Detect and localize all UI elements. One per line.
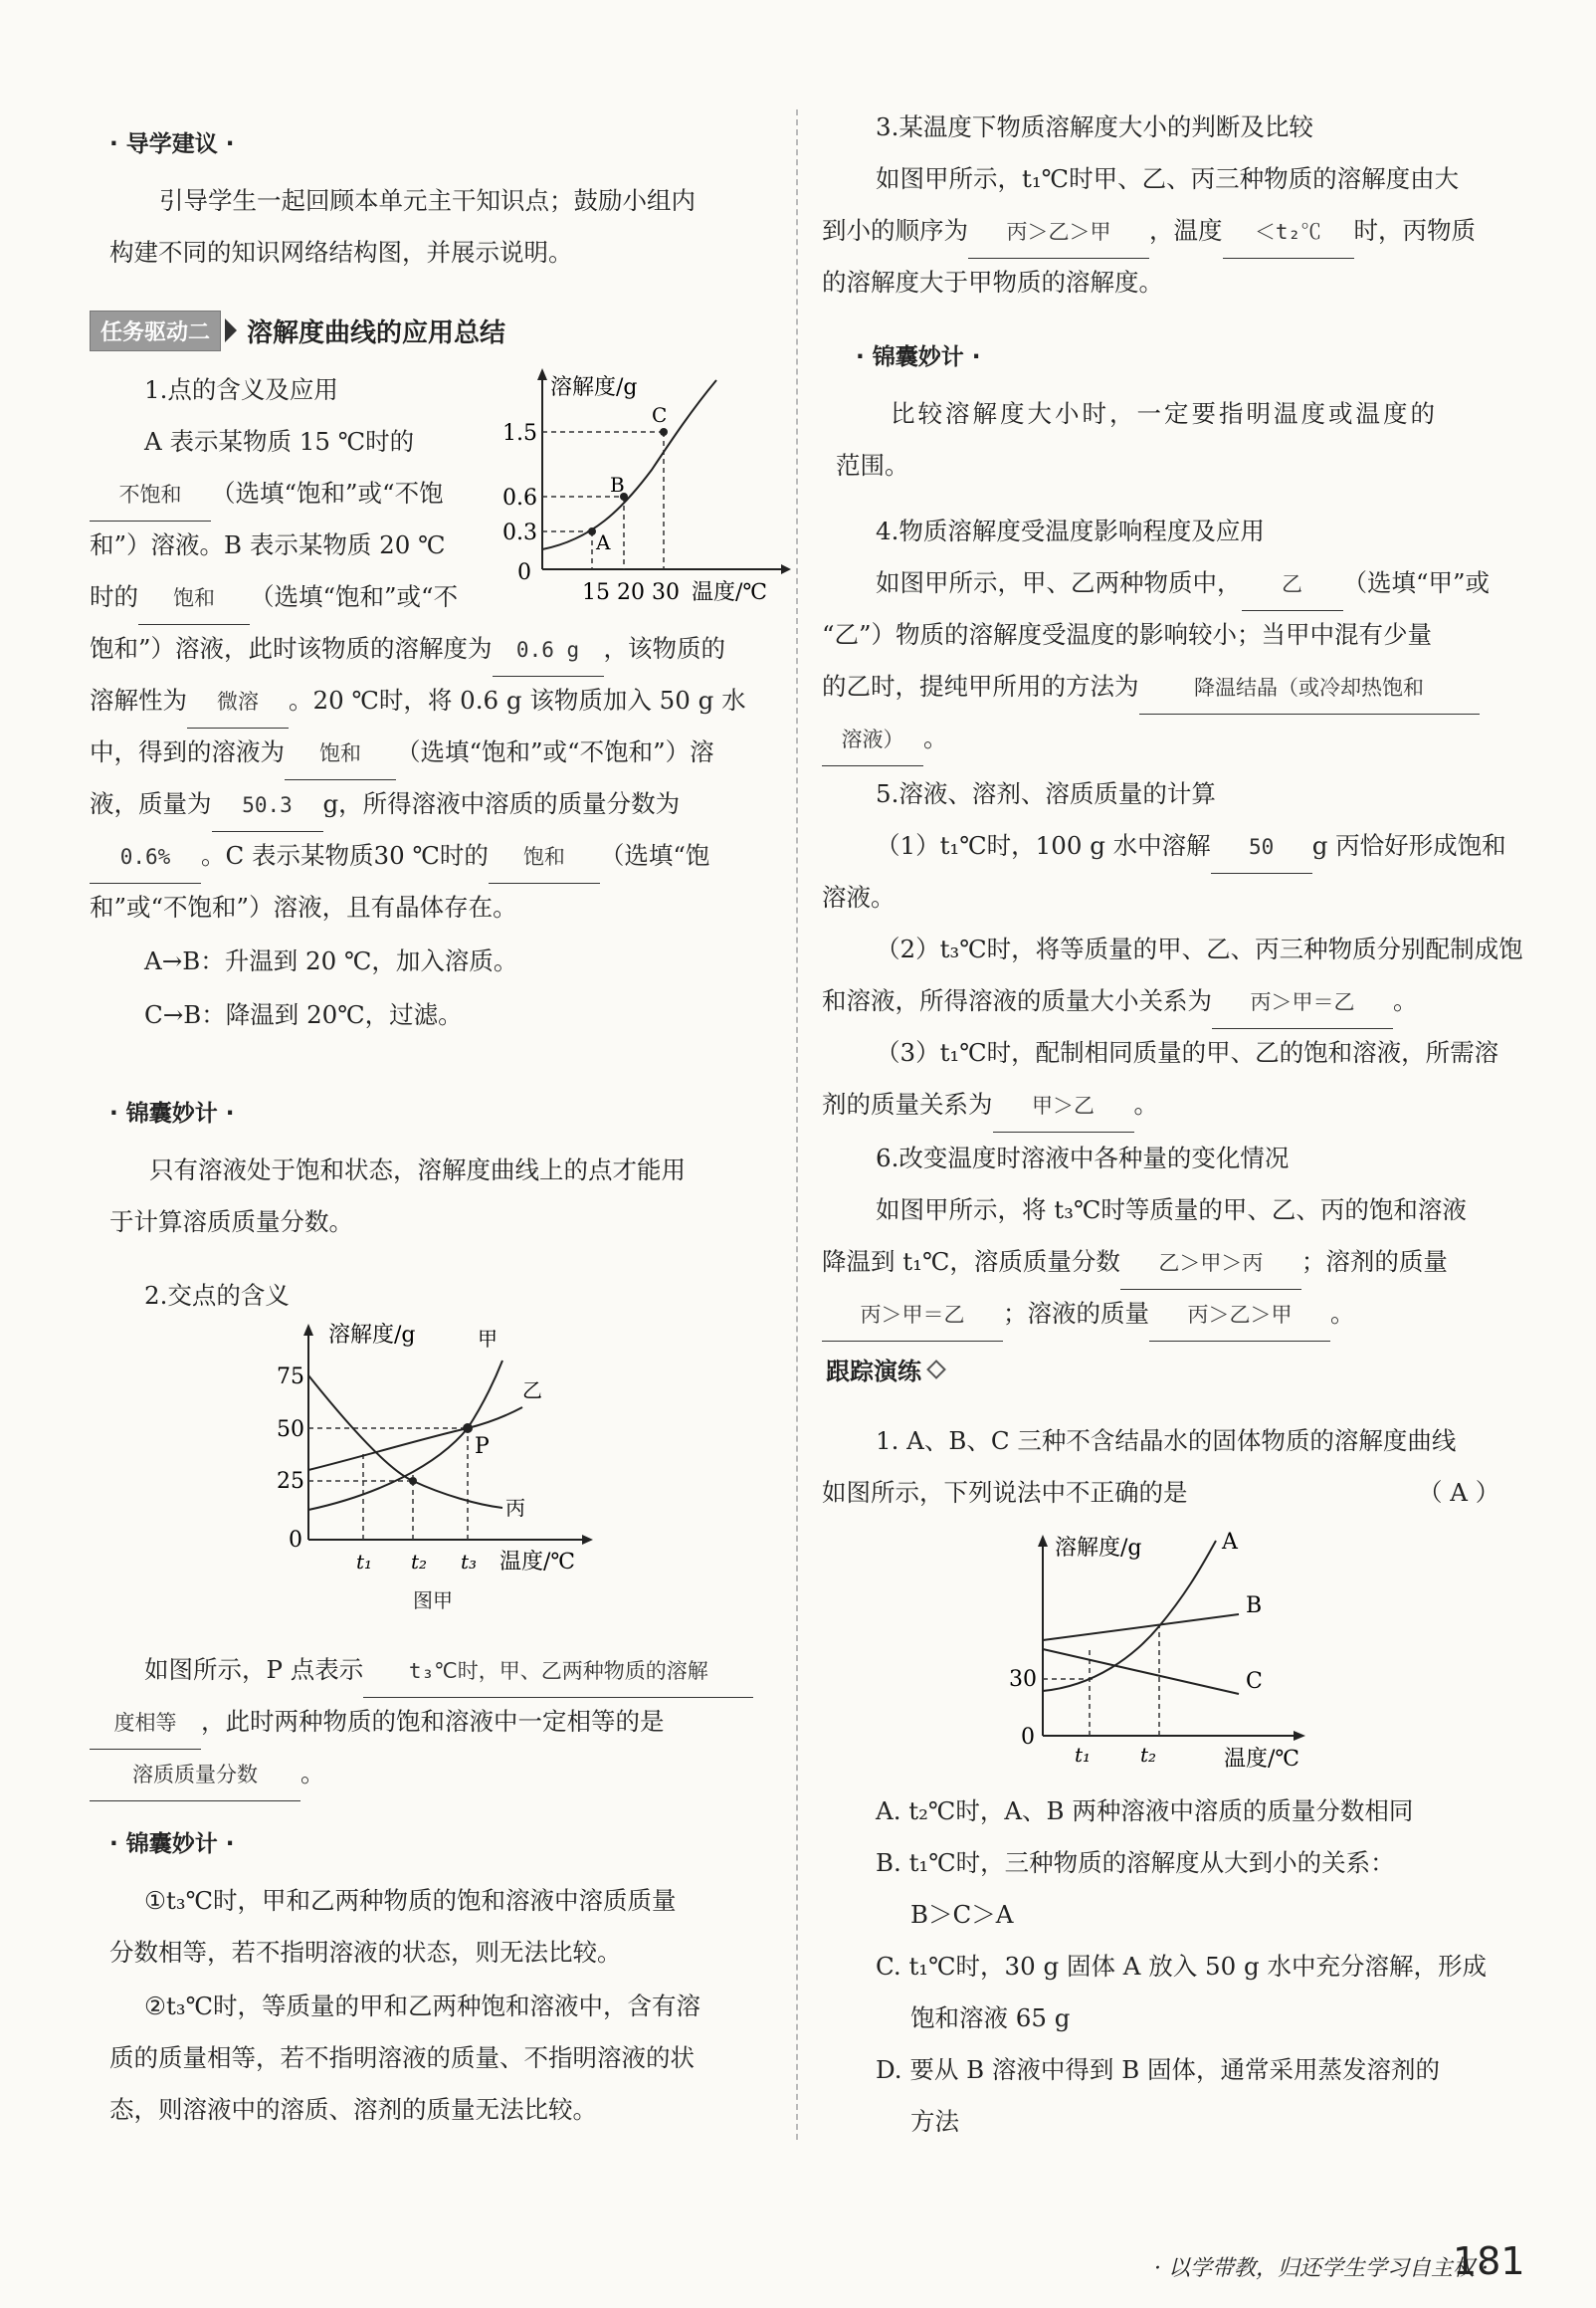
curve-label: A bbox=[1222, 1530, 1238, 1555]
y-tick: 75 bbox=[277, 1364, 304, 1389]
answer-blank: 不饱和 bbox=[90, 469, 211, 522]
y-tick: 0.3 bbox=[502, 521, 537, 545]
solubility-curve bbox=[542, 380, 716, 549]
column-divider bbox=[796, 109, 798, 2140]
tip-text: 质的质量相等，若不指明溶液的质量、不指明溶液的状 bbox=[109, 2043, 695, 2072]
section-title: 3.某温度下物质溶解度大小的判断及比较 bbox=[876, 112, 1313, 141]
tip-text: 态，则溶液中的溶质、溶剂的质量无法比较。 bbox=[109, 2095, 597, 2124]
text-line: （2）t₃℃时，将等质量的甲、乙、丙三种物质分别配制成饱 bbox=[876, 935, 1523, 963]
option-d: D. 要从 B 溶液中得到 B 固体，通常采用蒸发溶剂的 bbox=[876, 2055, 1441, 2084]
y-tick: 0.6 bbox=[502, 486, 537, 511]
intersection-point bbox=[409, 1477, 417, 1485]
point-label: A bbox=[596, 530, 611, 554]
tip-text: 于计算溶质质量分数。 bbox=[109, 1207, 353, 1236]
text-line: C→B：降温到 20℃，过滤。 bbox=[144, 1000, 463, 1029]
guide-lines bbox=[1043, 1626, 1159, 1736]
x-axis-arrow bbox=[781, 564, 791, 574]
y-tick: 0 bbox=[517, 560, 531, 585]
curve-label: B bbox=[1246, 1593, 1263, 1618]
tip-heading: · 导学建议 · bbox=[109, 131, 235, 157]
figure-caption: 图甲 bbox=[413, 1588, 453, 1612]
task-banner bbox=[90, 311, 505, 350]
question-text: 1. A、B、C 三种不含结晶水的固体物质的溶解度曲线 bbox=[876, 1426, 1457, 1455]
text-line: A 表示某物质 15 ℃时的 bbox=[144, 427, 415, 456]
text-line: 剂的质量关系为 甲＞乙 。 bbox=[822, 1079, 1158, 1133]
y-axis-label: 溶解度/g bbox=[1055, 1536, 1142, 1561]
arrow-icon bbox=[225, 318, 237, 342]
text-line: 饱和”）溶液，此时该物质的溶解度为 0.6 g ，该物质的 bbox=[90, 623, 725, 677]
text-line: 溶质质量分数 。 bbox=[90, 1748, 325, 1801]
curve-label: C bbox=[1246, 1669, 1263, 1694]
answer-blank: 溶液） bbox=[822, 714, 923, 766]
point-p bbox=[463, 1423, 473, 1433]
curve-label: 甲 bbox=[478, 1327, 498, 1351]
tip-text: ①t₃℃时，甲和乙两种物质的饱和溶液中溶质质量 bbox=[144, 1886, 677, 1915]
answer-blank: 饱和 bbox=[138, 572, 250, 625]
section-title: 4.物质溶解度受温度影响程度及应用 bbox=[876, 517, 1265, 545]
text-line: 丙＞甲＝乙 ；溶液的质量 丙＞乙＞甲 。 bbox=[822, 1288, 1355, 1342]
answer-blank: 丙＞乙＞甲 bbox=[968, 206, 1149, 259]
footer-motto: · 以学带教，归还学生学习自主权 · bbox=[1154, 2256, 1489, 2281]
page-number: 181 bbox=[1453, 2239, 1525, 2283]
y-axis-label: 溶解度/g bbox=[328, 1323, 416, 1348]
question-text: 如图所示，下列说法中不正确的是 bbox=[822, 1478, 1188, 1507]
x-tick: 30 bbox=[652, 580, 680, 605]
section-title: 1.点的含义及应用 bbox=[144, 375, 338, 404]
y-tick: 50 bbox=[277, 1417, 304, 1442]
tip-heading: · 锦囊妙计 · bbox=[109, 1101, 235, 1127]
x-axis-label: 温度/℃ bbox=[692, 580, 768, 605]
y-tick: 1.5 bbox=[502, 421, 537, 446]
answer-blank: 度相等 bbox=[90, 1697, 201, 1750]
task-tag: 任务驱动二 bbox=[90, 311, 221, 351]
answer-blank: 微溶 bbox=[187, 676, 289, 729]
y-tick: 25 bbox=[277, 1469, 304, 1494]
answer-blank: 丙＞乙＞甲 bbox=[1149, 1289, 1330, 1342]
point-label: P bbox=[475, 1434, 490, 1459]
text-line: 液，质量为 50.3 g，所得溶液中溶质的质量分数为 bbox=[90, 778, 680, 832]
x-axis-arrow bbox=[582, 1535, 593, 1545]
y-axis-arrow bbox=[537, 368, 547, 380]
track-practice-heading: 跟踪演练 bbox=[826, 1352, 943, 1386]
text-line: 如图甲所示，将 t₃℃时等质量的甲、乙、丙的饱和溶液 bbox=[876, 1195, 1467, 1224]
text-line: （3）t₁℃时，配制相同质量的甲、乙的饱和溶液，所需溶 bbox=[876, 1038, 1499, 1067]
curve-c bbox=[1043, 1649, 1239, 1694]
text-line: 度相等 ，此时两种物质的饱和溶液中一定相等的是 bbox=[90, 1696, 665, 1750]
answer-blank: 乙 bbox=[1242, 558, 1343, 611]
curve-b bbox=[1043, 1614, 1239, 1640]
solubility-chart-points bbox=[493, 360, 791, 609]
text-line: 和”或“不饱和”）溶液，且有晶体存在。 bbox=[90, 893, 517, 922]
text-line: A→B：升温到 20 ℃，加入溶质。 bbox=[144, 946, 518, 975]
point-label: C bbox=[652, 403, 668, 427]
section-title: 2.交点的含义 bbox=[144, 1281, 290, 1310]
answer-blank: 饱和 bbox=[285, 728, 396, 780]
tip-text: 分数相等，若不指明溶液的状态，则无法比较。 bbox=[109, 1938, 622, 1967]
curve-jia bbox=[308, 1361, 502, 1510]
answer-blank: 0.6% bbox=[90, 831, 201, 884]
y-tick: 30 bbox=[1009, 1667, 1037, 1692]
answer-blank: 50.3 bbox=[212, 779, 323, 832]
option-b: B. t₁℃时，三种物质的溶解度从大到小的关系： bbox=[876, 1848, 1395, 1877]
answer-blank: t₃℃时，甲、乙两种物质的溶解 bbox=[363, 1645, 753, 1698]
option-c: C. t₁℃时，30 g 固体 A 放入 50 g 水中充分溶解，形成 bbox=[876, 1952, 1487, 1981]
tip-text: 比较溶解度大小时，一定要指明温度或温度的 bbox=[891, 399, 1438, 428]
text-line: （1）t₁℃时，100 g 水中溶解 50 g 丙恰好形成饱和 bbox=[876, 820, 1506, 874]
answer-blank: 溶质质量分数 bbox=[90, 1749, 300, 1801]
y-axis-arrow bbox=[303, 1324, 313, 1336]
tip-text: 引导学生一起回顾本单元主干知识点；鼓励小组内 bbox=[159, 186, 696, 215]
text-line: 降温到 t₁℃，溶质质量分数 乙＞甲＞丙 ；溶剂的质量 bbox=[822, 1236, 1448, 1290]
text-line: 到小的顺序为 丙＞乙＞甲 ，温度 ＜t₂℃ 时，丙物质 bbox=[822, 205, 1476, 259]
x-tick: t₂ bbox=[1140, 1743, 1157, 1767]
text-line: 不饱和 （选填“饱和”或“不饱 bbox=[90, 468, 444, 522]
tip-text: ②t₃℃时，等质量的甲和乙两种饱和溶液中，含有溶 bbox=[144, 1992, 701, 2020]
answer-blank: 50 bbox=[1211, 821, 1312, 874]
x-tick: t₁ bbox=[1075, 1743, 1092, 1767]
text-line: 时的 饱和 （选填“饱和”或“不 bbox=[90, 571, 458, 625]
text-line: 0.6% 。C 表示某物质30 ℃时的 饱和 （选填“饱 bbox=[90, 830, 709, 884]
tip-heading: · 锦囊妙计 · bbox=[856, 344, 981, 370]
y-tick: 0 bbox=[1021, 1725, 1035, 1750]
diamond-icon bbox=[926, 1360, 946, 1379]
answer-blank: 饱和 bbox=[489, 831, 600, 884]
text-line: 和”）溶液。B 表示某物质 20 ℃ bbox=[90, 530, 446, 559]
answer-bracket: （ A ） bbox=[1418, 1478, 1500, 1507]
option-b: B＞C＞A bbox=[910, 1900, 1014, 1929]
curve-label: 丙 bbox=[505, 1496, 525, 1520]
solubility-chart-jia bbox=[269, 1316, 597, 1574]
x-tick: t₃ bbox=[461, 1550, 478, 1574]
answer-blank: 降温结晶（或冷却热饱和 bbox=[1139, 662, 1480, 715]
text-line: 的乙时，提纯甲所用的方法为 降温结晶（或冷却热饱和 bbox=[822, 661, 1480, 715]
x-axis-label: 温度/℃ bbox=[1224, 1747, 1300, 1772]
x-tick: t₂ bbox=[411, 1550, 428, 1574]
y-axis-arrow bbox=[1038, 1535, 1048, 1547]
option-d: 方法 bbox=[910, 2107, 959, 2136]
text-line: 和溶液，所得溶液的质量大小关系为 丙＞甲＝乙 。 bbox=[822, 975, 1418, 1029]
section-title: 5.溶液、溶剂、溶质质量的计算 bbox=[876, 779, 1216, 808]
y-tick: 0 bbox=[289, 1528, 302, 1553]
section-title: 6.改变温度时溶液中各种量的变化情况 bbox=[876, 1144, 1290, 1172]
x-axis-arrow bbox=[1294, 1731, 1305, 1741]
tip-text: 范围。 bbox=[836, 451, 909, 480]
curve-bing bbox=[308, 1375, 502, 1508]
option-c: 饱和溶液 65 g bbox=[910, 2003, 1071, 2032]
text-line: 溶液） 。 bbox=[822, 713, 948, 766]
x-tick: t₁ bbox=[356, 1550, 373, 1574]
text-line: 溶液。 bbox=[822, 883, 896, 912]
task-title: 溶解度曲线的应用总结 bbox=[247, 317, 506, 348]
curve-label: 乙 bbox=[522, 1378, 542, 1402]
x-axis-label: 温度/℃ bbox=[499, 1550, 576, 1574]
answer-blank: 0.6 g bbox=[493, 624, 604, 677]
text-line: 中，得到的溶液为 饱和 （选填“饱和”或“不饱和”）溶 bbox=[90, 727, 714, 780]
point-label: B bbox=[610, 473, 625, 497]
text-line: “乙”）物质的溶解度受温度的影响较小；当甲中混有少量 bbox=[822, 620, 1433, 649]
answer-blank: ＜t₂℃ bbox=[1223, 206, 1354, 259]
answer-blank: 乙＞甲＞丙 bbox=[1120, 1237, 1301, 1290]
point-c bbox=[660, 428, 668, 436]
answer-blank: 丙＞甲＝乙 bbox=[1212, 976, 1393, 1029]
tip-text: 只有溶液处于饱和状态，溶解度曲线上的点才能用 bbox=[149, 1155, 686, 1184]
option-a: A. t₂℃时，A、B 两种溶液中溶质的质量分数相同 bbox=[876, 1796, 1414, 1825]
text-line: 溶解性为 微溶 。20 ℃时，将 0.6 g 该物质加入 50 g 水 bbox=[90, 675, 746, 729]
text-line: 如图甲所示，甲、乙两种物质中， 乙 （选填“甲”或 bbox=[876, 557, 1490, 611]
tip-heading: · 锦囊妙计 · bbox=[109, 1831, 235, 1857]
text-line: 如图所示，P 点表示 t₃℃时，甲、乙两种物质的溶解 bbox=[144, 1644, 753, 1698]
curve-yi bbox=[308, 1407, 522, 1470]
tip-text: 构建不同的知识网络结构图，并展示说明。 bbox=[109, 238, 573, 267]
text-line: 的溶解度大于甲物质的溶解度。 bbox=[822, 268, 1163, 297]
solubility-chart-abc bbox=[985, 1527, 1323, 1776]
y-axis-label: 溶解度/g bbox=[550, 375, 638, 400]
x-tick: 15 bbox=[582, 580, 610, 605]
text-line: 如图甲所示，t₁℃时甲、乙、丙三种物质的溶解度由大 bbox=[876, 164, 1460, 193]
x-tick: 20 bbox=[617, 580, 645, 605]
point-a bbox=[588, 527, 596, 535]
answer-blank: 丙＞甲＝乙 bbox=[822, 1289, 1003, 1342]
answer-blank: 甲＞乙 bbox=[993, 1080, 1134, 1133]
